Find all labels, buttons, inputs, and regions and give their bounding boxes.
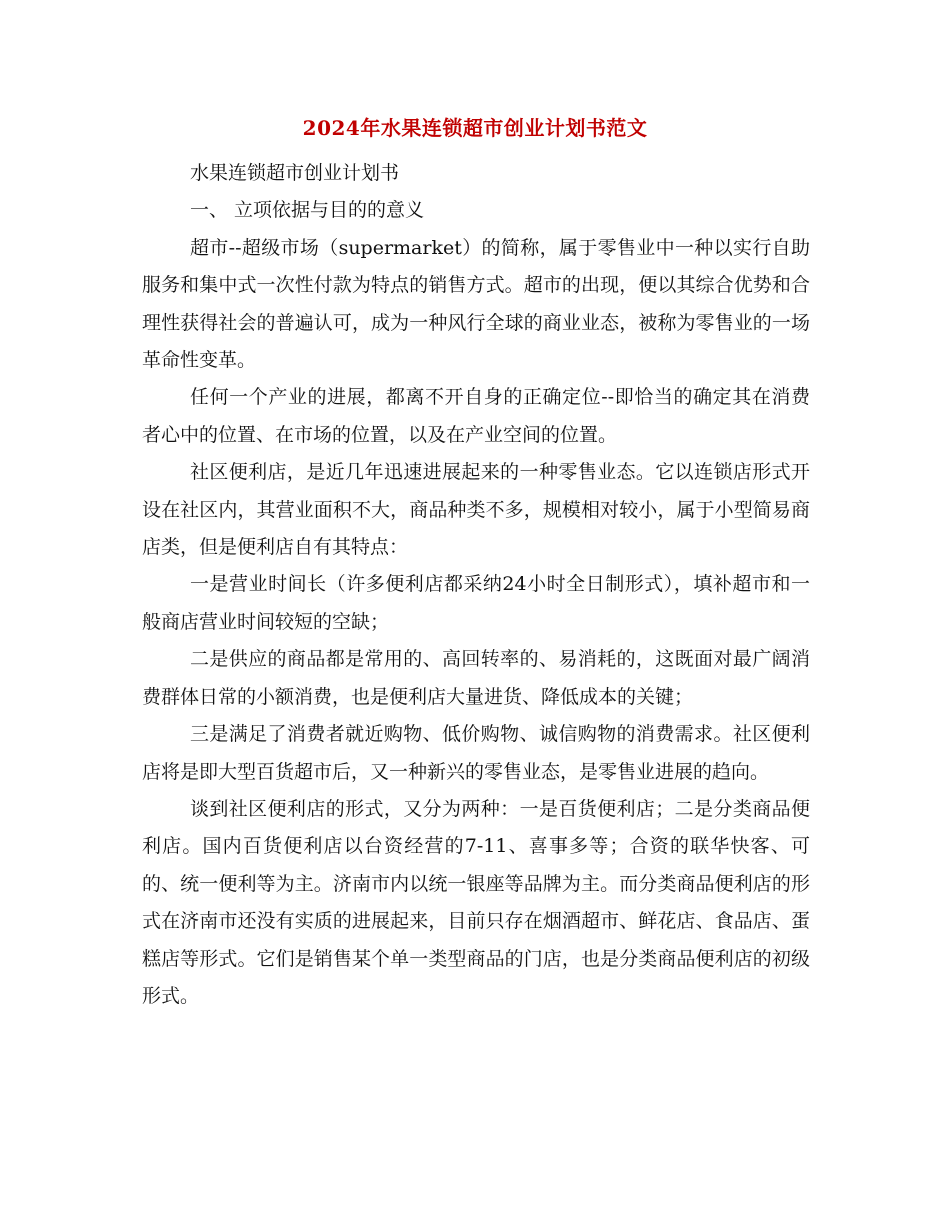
document-title: 2024年水果连锁超市创业计划书范文 xyxy=(302,116,648,140)
paragraph: 一是营业时间长（许多便利店都采纳24小时全日制形式），填补超市和一般商店营业时间较短的空缺； xyxy=(142,573,810,633)
paragraph: 社区便利店，是近几年迅速进展起来的一种零售业态。它以连锁店形式开设在社区内，其营业面积不大，商品种类不多，规模相对较小，属于小型简易商店类，但是便利店自有其特点： xyxy=(142,461,810,559)
paragraph: 任何一个产业的进展，都离不开自身的正确定位--即恰当的确定其在消费者心中的位置、在市场的位置，以及在产业空间的位置。 xyxy=(142,386,810,446)
paragraph: 谈到社区便利店的形式，又分为两种：一是百货便利店；二是分类商品便利店。国内百货便利店以台资经营的7-11、喜事多等；合资的联华快客、可的、统一便利等为主。济南市内以统一银座等品牌为主。而分类商品便利店的形式在济南市还没有实质的进展起来，目前只存在烟酒超市、鲜花店、食品店、蛋糕店等形式。它们是销售某个单一类型商品的门店，也是分类商品便利店的初级形式。 xyxy=(142,797,810,1007)
paragraph-section-heading: 一、 立项依据与目的的意义 xyxy=(190,199,425,222)
document-body xyxy=(142,155,810,1015)
paragraph: 超市--超级市场（supermarket）的简称，属于零售业中一种以实行自助服务和集中式一次性付款为特点的销售方式。超市的出现，便以其综合优势和合理性获得社会的普遍认可，成为一种风行全球的商业业态，被称为零售业的一场革命性变革。 xyxy=(142,236,810,372)
paragraph-doc-heading: 水果连锁超市创业计划书 xyxy=(190,162,400,184)
paragraph: 二是供应的商品都是常用的、高回转率的、易消耗的，这既面对最广阔消费群体日常的小额消费，也是便利店大量进货、降低成本的关键； xyxy=(142,648,810,708)
paragraph: 三是满足了消费者就近购物、低价购物、诚信购物的消费需求。社区便利店将是即大型百货超市后，又一种新兴的零售业态，是零售业进展的趋向。 xyxy=(142,723,810,783)
